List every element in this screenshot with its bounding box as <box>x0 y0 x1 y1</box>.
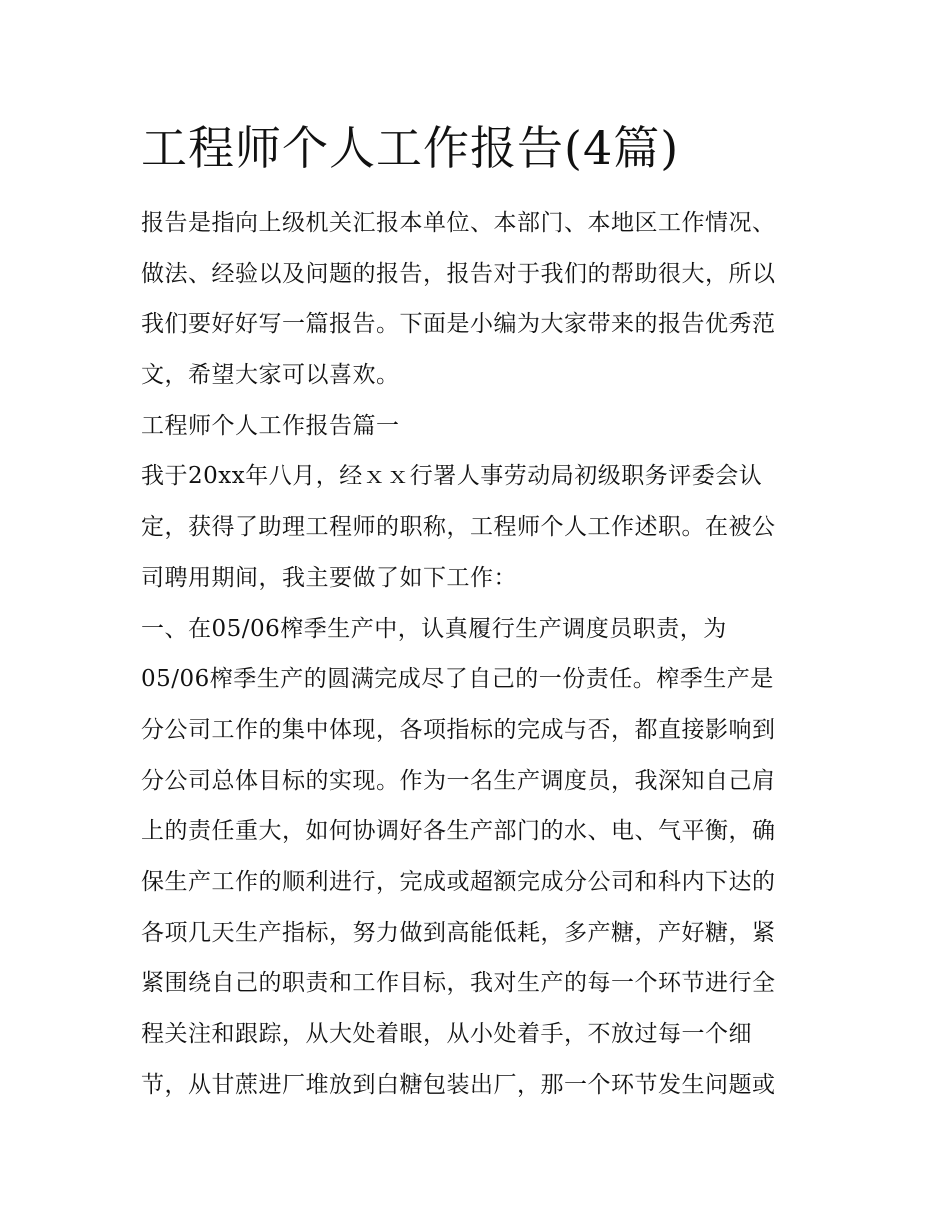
text-line: 我于20xx年八月，经ｘｘ行署人事劳动局初级职务评委会认 <box>141 463 763 490</box>
section-heading: 工程师个人工作报告篇一 <box>141 412 400 439</box>
text-line: 文，希望大家可以喜欢。 <box>141 362 400 389</box>
text-line: 报告是指向上级机关汇报本单位、本部门、本地区工作情况、 <box>141 210 776 236</box>
document-title: 工程师个人工作报告(4篇) <box>141 121 680 175</box>
text-line: 做法、经验以及问题的报告，报告对于我们的帮助很大，所以 <box>141 260 776 287</box>
text-line: 上的责任重大，如何协调好各生产部门的水、电、气平衡，确 <box>141 818 776 845</box>
text-line: 节，从甘蔗进厂堆放到白糖包装出厂，那一个环节发生问题或 <box>141 1071 776 1098</box>
text-line: 各项几天生产指标，努力做到高能低耗，多产糖，产好糖，紧 <box>141 919 776 946</box>
text-line: 司聘用期间，我主要做了如下工作： <box>141 564 517 591</box>
text-line: 保生产工作的顺利进行，完成或超额完成分公司和科内下达的 <box>141 868 776 895</box>
text-line: 程关注和跟踪，从大处着眼，从小处着手，不放过每一个细 <box>141 1021 752 1047</box>
document-body <box>141 198 821 1110</box>
text-line: 分公司总体目标的实现。作为一名生产调度员，我深知自己肩 <box>141 767 776 794</box>
text-line: 分公司工作的集中体现，各项指标的完成与否，都直接影响到 <box>141 716 776 743</box>
text-line: 05/06榨季生产的圆满完成尽了自己的一份责任。榨季生产是 <box>141 666 774 693</box>
text-line: 一、在05/06榨季生产中，认真履行生产调度员职责，为 <box>141 615 727 642</box>
text-line: 我们要好好写一篇报告。下面是小编为大家带来的报告优秀范 <box>141 311 776 338</box>
text-line: 紧围绕自己的职责和工作目标，我对生产的每一个环节进行全 <box>141 970 776 997</box>
text-line: 定，获得了助理工程师的职称，工程师个人工作述职。在被公 <box>141 514 776 541</box>
